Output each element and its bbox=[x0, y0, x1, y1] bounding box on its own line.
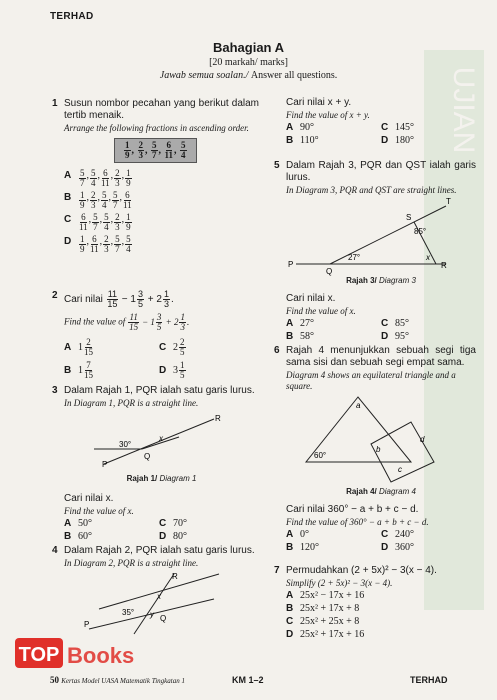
option-c[interactable]: C 70° bbox=[159, 518, 187, 529]
angle-label-27: 27° bbox=[348, 253, 361, 262]
option-b[interactable]: B 1 $\frac{7}{15}$ bbox=[64, 360, 93, 380]
q5-options bbox=[286, 317, 476, 343]
option-a[interactable]: A 0° bbox=[286, 529, 309, 540]
question-5: 5 Dalam Rajah 3, PQR dan QST ialah garis lurus. In Diagram 3, PQR and QST are straight lines. P Q R S T x 85° 27° Rajah 3/ Diagram 3 Cari nilai x. Find the value of x. A 27° C 85° B 58° D 95° bbox=[274, 160, 476, 342]
fraction: 1 9 bbox=[80, 234, 85, 254]
fraction: 5 7 bbox=[115, 234, 120, 254]
label-a: a bbox=[356, 401, 361, 410]
diagram-3-caption: Rajah 3/ Diagram 3 bbox=[346, 276, 416, 285]
fraction: $\frac{2}{5}$ bbox=[180, 337, 185, 357]
label-x: x bbox=[159, 434, 163, 443]
option-c[interactable]: C 25x² + 25x + 8 bbox=[286, 616, 360, 627]
fraction: $\frac{2}{15}$ bbox=[84, 337, 93, 357]
topbooks-logo bbox=[15, 636, 195, 670]
option-c[interactable]: C 240° bbox=[381, 529, 414, 540]
label-q: Q bbox=[160, 614, 167, 623]
angle-label: 30° bbox=[119, 440, 132, 449]
q6-options bbox=[286, 528, 476, 554]
label-r: R bbox=[215, 414, 221, 423]
label-d: d bbox=[420, 435, 425, 444]
label-q: Q bbox=[326, 267, 333, 276]
question-1: 1 Susun nombor pecahan yang berikut dalam tertib menaik. Arrange the following fractions in ascending order. $\frac{1}{9}$ , $\frac{2}{3}$ , $\frac{5}{7}$ , $\frac{6}{11}$ , $\frac{5}{4}$ A 5 7 , 5 4 , 6 11 , 2 3 , 1 9 B 1 9 , 2 3 , 5 4 , 5 7 , 6 11 C 6 11 , 5 7 , 5 4 , 2 3 , 1 9 D 1 9 , 6 11 , 2 3 , 5 7 , 5 4 bbox=[52, 98, 259, 254]
q2-options bbox=[64, 338, 259, 380]
option-d[interactable]: D 3 $\frac{1}{5}$ bbox=[159, 360, 185, 380]
label-x: x bbox=[157, 592, 161, 601]
option-d[interactable]: D 1 9 , 6 11 , 2 3 , 5 7 , 5 4 bbox=[64, 234, 131, 254]
option-c[interactable]: C 85° bbox=[381, 318, 409, 329]
label-q: Q bbox=[144, 452, 151, 461]
question-4-continued: Cari nilai x + y. Find the value of x + y. A 90° C 145° B 110° D 180° bbox=[286, 97, 476, 147]
question-4: 4 Dalam Rajah 2, PQR ialah satu garis lurus. In Diagram 2, PQR is a straight line. P Q R x y 35° bbox=[64, 545, 259, 643]
option-a[interactable]: A 1 $\frac{2}{15}$ bbox=[64, 337, 93, 357]
footer-code: KM 1–2 bbox=[232, 675, 264, 685]
angle-label: 35° bbox=[122, 608, 135, 617]
option-b[interactable]: B 120° bbox=[286, 542, 319, 553]
footer-restricted: TERHAD bbox=[410, 675, 448, 685]
fraction: 6 11 bbox=[90, 234, 99, 254]
label-t: T bbox=[446, 197, 451, 206]
label-x: x bbox=[426, 253, 430, 262]
label-r: R bbox=[441, 261, 447, 270]
fraction: $\frac{7}{15}$ bbox=[84, 360, 93, 380]
restricted-label: TERHAD bbox=[50, 11, 94, 22]
option-b[interactable]: B 1 9 , 2 3 , 5 4 , 5 7 , 6 11 bbox=[64, 190, 132, 210]
option-a[interactable]: A 5 7 , 5 4 , 6 11 , 2 3 , 1 9 bbox=[64, 168, 131, 188]
fraction: $\frac{5}{7}$ bbox=[152, 140, 157, 160]
angle-label: 60° bbox=[314, 451, 327, 460]
fraction: 6 11 bbox=[101, 168, 110, 188]
option-b[interactable]: B 110° bbox=[286, 135, 319, 146]
fraction: $\frac{3}{5}$ bbox=[156, 312, 162, 332]
fraction: 2 3 bbox=[115, 168, 120, 188]
option-d[interactable]: D 25x² + 17x + 16 bbox=[286, 629, 365, 640]
option-b[interactable]: B 25x² + 17x + 8 bbox=[286, 603, 360, 614]
fraction: $\frac{1}{5}$ bbox=[180, 360, 185, 380]
fraction: $\frac{11}{15}$ bbox=[107, 289, 118, 309]
fraction: 6 11 bbox=[123, 190, 132, 210]
diagram-4 bbox=[286, 392, 476, 482]
fraction: 5 7 bbox=[80, 168, 85, 188]
q4-options bbox=[286, 121, 476, 147]
option-a[interactable]: A 25x² − 17x + 16 bbox=[286, 590, 365, 601]
fraction: 5 7 bbox=[93, 212, 98, 232]
fraction: $\frac{1}{9}$ bbox=[125, 140, 130, 160]
question-2: 2 Cari nilai $\frac{11}{15}$ − 1 $\frac{3}{5}$ + 2 $\frac{1}{3}$ . Find the value of $\frac{11}{15}$ − 1 $\frac{3}{5}$ + 2 $\frac{1}{3}$ . A 1 $\frac{2}{15}$ C 2 $\frac{2}{5}$ B 1 $\frac{7}{15}$ D 3 $\frac{1}{5}$ bbox=[64, 290, 259, 384]
section-title: Bahagian A bbox=[212, 40, 285, 55]
svg-text:TOP: TOP bbox=[18, 644, 60, 666]
option-d[interactable]: D 95° bbox=[381, 331, 409, 342]
fraction: $\frac{3}{5}$ bbox=[138, 289, 144, 309]
fraction: $\frac{1}{3}$ bbox=[163, 289, 169, 309]
fraction: 1 9 bbox=[80, 190, 85, 210]
fraction: 2 3 bbox=[104, 234, 109, 254]
svg-text:UJIAN: UJIAN bbox=[447, 66, 480, 154]
fraction: 5 4 bbox=[104, 212, 109, 232]
q7-options bbox=[286, 589, 476, 641]
option-b[interactable]: B 58° bbox=[286, 331, 314, 342]
question-6: 6 Rajah 4 menunjukkan sebuah segi tiga sama sisi dan sebuah segi empat sama. Diagram 4 shows an equilateral triangle and a square. a b c d 60° Rajah 4/ Diagram 4 Cari nilai 360° − a + b + c − d. Find the value of 360° − a + b + c − d. A 0° C 240° B 120° D 360° bbox=[274, 345, 476, 553]
option-d[interactable]: D 80° bbox=[159, 531, 187, 542]
fraction: 6 11 bbox=[79, 212, 88, 232]
label-p: P bbox=[84, 620, 90, 629]
option-c[interactable]: C 2 $\frac{2}{5}$ bbox=[159, 337, 185, 357]
q3-options bbox=[64, 517, 259, 543]
option-a[interactable]: A 90° bbox=[286, 122, 314, 133]
q1-options bbox=[64, 169, 259, 254]
label-p: P bbox=[102, 460, 108, 469]
question-7: 7 Permudahkan (2 + 5x)² − 3(x − 4). Simplify (2 + 5x)² − 3(x − 4). A 25x² − 17x + 16 B 25x² + 17x + 8 C 25x² + 25x + 8 D 25x² + 17x + 16 bbox=[286, 565, 476, 641]
label-y: y bbox=[150, 610, 154, 619]
option-b[interactable]: B 60° bbox=[64, 531, 92, 542]
fraction: 1 9 bbox=[126, 212, 131, 232]
fraction: $\frac{1}{3}$ bbox=[180, 312, 185, 332]
svg-text:Books: Books bbox=[67, 643, 135, 668]
label-c: c bbox=[398, 465, 402, 474]
fraction: $\frac{11}{15}$ bbox=[129, 312, 139, 332]
fraction: 5 7 bbox=[113, 190, 118, 210]
fraction: 5 4 bbox=[91, 168, 96, 188]
diagram-1-caption: Rajah 1/ Diagram 1 bbox=[126, 474, 197, 483]
diagram-1 bbox=[64, 409, 244, 469]
diagram-3 bbox=[286, 196, 476, 276]
option-c[interactable]: C 6 11 , 5 7 , 5 4 , 2 3 , 1 9 bbox=[64, 212, 131, 232]
option-d[interactable]: D 180° bbox=[381, 135, 414, 146]
option-a[interactable]: A 27° bbox=[286, 318, 314, 329]
fraction: $\frac{5}{4}$ bbox=[181, 140, 186, 160]
diagram-2 bbox=[64, 569, 244, 639]
label-s: S bbox=[406, 213, 412, 222]
question-3: 3 Dalam Rajah 1, PQR ialah satu garis lurus. In Diagram 1, PQR is a straight line. P Q R x 30° Rajah 1/ Diagram 1 Cari nilai x. Find the value of x. A 50° C 70° B 60° D 80° bbox=[64, 385, 259, 543]
section-marks: [20 markah/ marks] bbox=[209, 57, 288, 68]
diagram-4-caption: Rajah 4/ Diagram 4 bbox=[346, 487, 416, 496]
q2-stem: Cari nilai $\frac{11}{15}$ − 1 $\frac{3}{5}$ + 2 $\frac{1}{3}$ . bbox=[64, 289, 174, 309]
footer-left: 50 Kertas Model UASA Matematik Tingkatan 1 bbox=[50, 675, 185, 685]
option-a[interactable]: A 50° bbox=[64, 518, 92, 529]
fraction: $\frac{2}{3}$ bbox=[138, 140, 143, 160]
fraction: 5 4 bbox=[102, 190, 107, 210]
fraction: 1 9 bbox=[126, 168, 131, 188]
fraction-box: $\frac{1}{9}$ , $\frac{2}{3}$ , $\frac{5}{7}$ , $\frac{6}{11}$ , $\frac{5}{4}$ bbox=[114, 138, 197, 163]
q2-stem-en: Find the value of $\frac{11}{15}$ − 1 $\frac{3}{5}$ + 2 $\frac{1}{3}$ . bbox=[64, 312, 190, 332]
label-p: P bbox=[288, 260, 294, 269]
label-b: b bbox=[376, 445, 381, 454]
label-r: R bbox=[172, 572, 178, 581]
option-c[interactable]: C 145° bbox=[381, 122, 414, 133]
fraction: 2 3 bbox=[91, 190, 96, 210]
fraction: 2 3 bbox=[115, 212, 120, 232]
angle-label-85: 85° bbox=[414, 227, 427, 236]
fraction: 5 4 bbox=[126, 234, 131, 254]
fraction: $\frac{6}{11}$ bbox=[164, 140, 174, 160]
section-instruction: Jawab semua soalan./ Answer all questions. bbox=[159, 70, 338, 81]
option-d[interactable]: D 360° bbox=[381, 542, 414, 553]
